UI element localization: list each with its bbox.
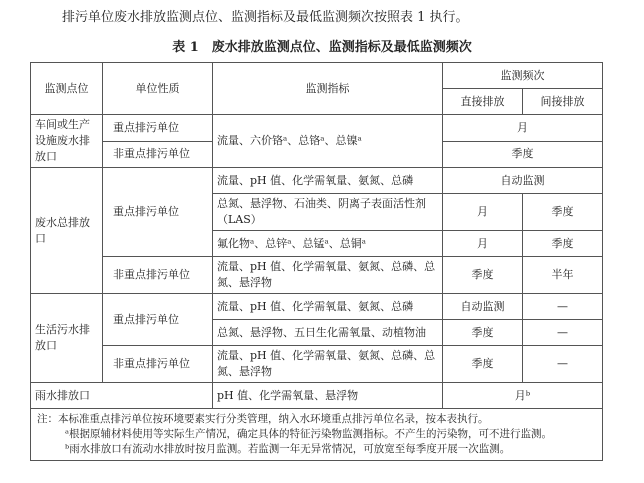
- freq-total-key-3-direct: 月: [443, 231, 523, 257]
- intro-text: 排污单位废水排放监测点位、监测指标及最低监测频次按照表 1 执行。: [62, 10, 469, 25]
- header-indirect: 间接排放: [523, 89, 603, 115]
- table-row: [31, 346, 603, 383]
- point-total: 废水总排放口: [31, 168, 103, 294]
- unit-non-key: 非重点排污单位: [103, 141, 213, 168]
- unit-key: 重点排污单位: [103, 115, 213, 142]
- header-unit-type: 单位性质: [103, 63, 213, 115]
- note-a: ᵃ根据原辅材料使用等实际生产情况，确定具体的特征污染物监测指标。不产生的污染物，可不进行监测。: [65, 428, 553, 440]
- indicator-domestic-key-1: 流量、pH 值、化学需氧量、氨氮、总磷: [213, 294, 443, 320]
- indicator-total-key-3: 氟化物ᵃ、总锌ᵃ、总锰ᵃ、总铜ᵃ: [213, 231, 443, 257]
- freq-domestic-non-key-indirect: —: [523, 346, 603, 383]
- freq-domestic-key-2-direct: 季度: [443, 320, 523, 346]
- notes-block: [31, 409, 603, 461]
- table-row: [31, 294, 603, 320]
- freq-total-key-2-direct: 月: [443, 194, 523, 231]
- unit-non-key: 非重点排污单位: [103, 257, 213, 294]
- freq-total-key-3-indirect: 季度: [523, 231, 603, 257]
- indicator-total-non-key: 流量、pH 值、化学需氧量、氨氮、总磷、总氮、悬浮物: [213, 257, 443, 294]
- unit-key: 重点排污单位: [103, 294, 213, 346]
- freq-domestic-non-key-direct: 季度: [443, 346, 523, 383]
- indicator-rain: pH 值、化学需氧量、悬浮物: [213, 383, 443, 409]
- indicator-workshop: 流量、六价铬ᵃ、总铬ᵃ、总镍ᵃ: [213, 115, 443, 168]
- indicator-domestic-key-2: 总氮、悬浮物、五日生化需氧量、动植物油: [213, 320, 443, 346]
- freq-total-key-2-indirect: 季度: [523, 194, 603, 231]
- table-caption: 表 1 废水排放监测点位、监测指标及最低监测频次: [172, 40, 472, 55]
- header-frequency: 监测频次: [443, 63, 603, 89]
- point-workshop: 车间或生产设施废水排放口: [31, 115, 103, 168]
- notes-row: [31, 409, 603, 461]
- freq-workshop-non-key: 季度: [443, 141, 603, 168]
- point-rain: 雨水排放口: [31, 383, 213, 409]
- indicator-domestic-non-key: 流量、pH 值、化学需氧量、氨氮、总磷、总氮、悬浮物: [213, 346, 443, 383]
- unit-key: 重点排污单位: [103, 168, 213, 257]
- indicator-total-key-1: 流量、pH 值、化学需氧量、氨氮、总磷: [213, 168, 443, 194]
- freq-domestic-key-1-indirect: —: [523, 294, 603, 320]
- note-main: 注：本标准重点排污单位按环境要素实行分类管理，纳入水环境重点排污单位名录，按本表执行。: [37, 413, 489, 425]
- freq-domestic-key-1-direct: 自动监测: [443, 294, 523, 320]
- table-row: [31, 168, 603, 194]
- freq-total-non-key-indirect: 半年: [523, 257, 603, 294]
- indicator-total-key-2: 总氮、悬浮物、石油类、阴离子表面活性剂（LAS）: [213, 194, 443, 231]
- header-indicator: 监测指标: [213, 63, 443, 115]
- header-point: 监测点位: [31, 63, 103, 115]
- note-b: ᵇ雨水排放口有流动水排放时按月监测。若监测一年无异常情况，可放宽至每季度开展一次监测。: [65, 443, 511, 455]
- header-direct: 直接排放: [443, 89, 523, 115]
- monitoring-frequency-table: [30, 62, 603, 461]
- table-row: [31, 383, 603, 409]
- unit-non-key: 非重点排污单位: [103, 346, 213, 383]
- header-row-1: [31, 63, 603, 89]
- table-row: [31, 257, 603, 294]
- freq-domestic-key-2-indirect: —: [523, 320, 603, 346]
- freq-workshop-key: 月: [443, 115, 603, 142]
- freq-total-key-1: 自动监测: [443, 168, 603, 194]
- table-row: [31, 115, 603, 142]
- freq-rain: 月ᵇ: [443, 383, 603, 409]
- point-domestic: 生活污水排放口: [31, 294, 103, 383]
- freq-total-non-key-direct: 季度: [443, 257, 523, 294]
